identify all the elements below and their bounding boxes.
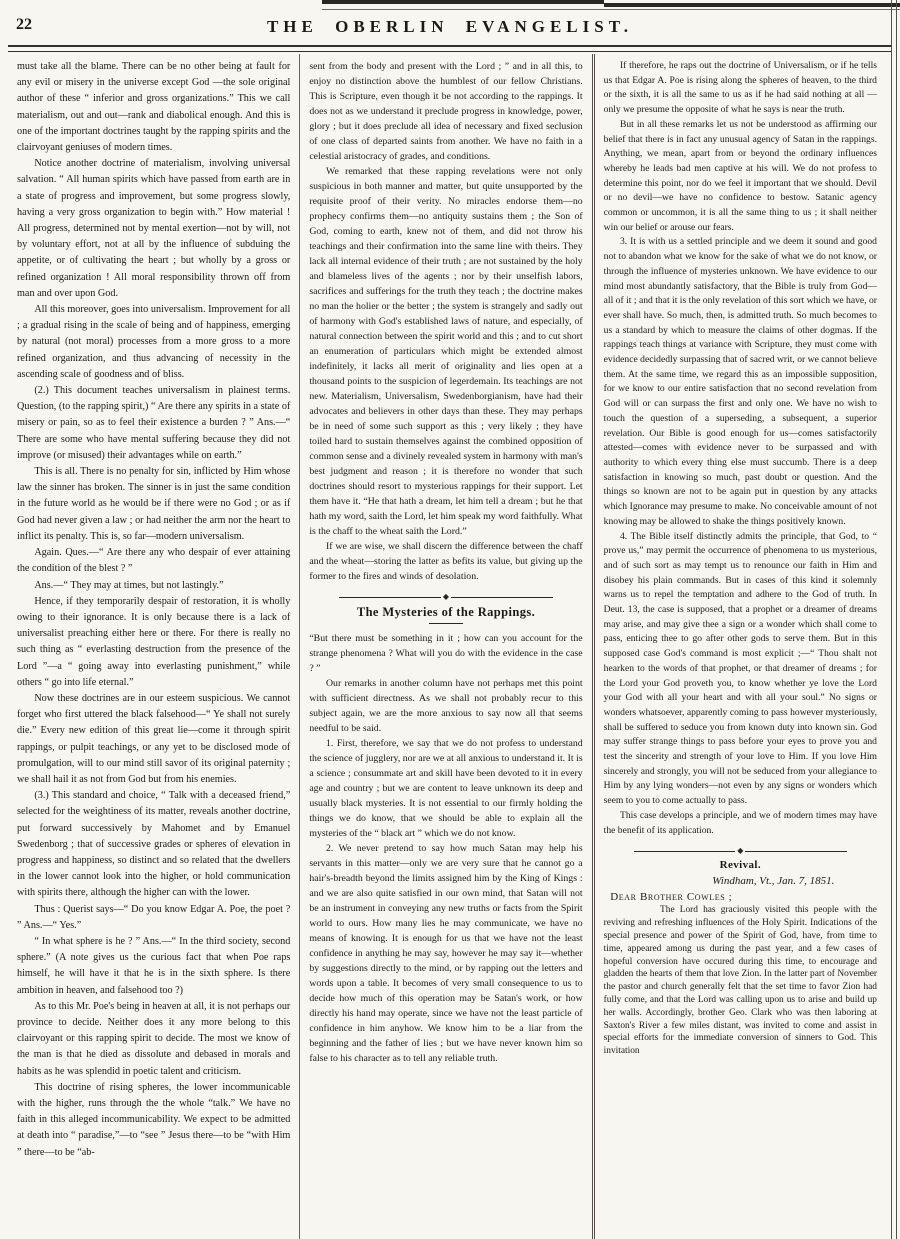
- paragraph: Again. Ques.—“ Are there any who despair of ever attaining the condition of the blest ? ”: [17, 547, 291, 575]
- page-header: [0, 0, 900, 54]
- column-1: [8, 54, 299, 1239]
- paragraph: sent from the body and present with the Lord ; ” and in all this, to enjoy no distinction above the humblest of our fellow Christians. This is Scripture, even though it be not according to the rappings. It does not as we understand it preclude progress in knowledge, power, glory ; but it does preclude all idea of necessary and fixed seclusion of one class of departed saints from another. We have no faith in a celestial aristocracy of grades, and conditions.: [309, 61, 583, 162]
- paragraph: Notice another doctrine of materialism, involving universal salvation. “ All human spirits which have passed from earth are in a state of progress and improvement, but some progress slowly, having a very gross organization to begin with.” How material ! All progress, determined not by mental exertion—not by will, not by voluntary effort, not at all by the influence of subduing the appetite, or of cultivating the heart ; but wholly by a gross or refined organization ! All moral responsibility thrown off from man and over upon God.: [17, 158, 291, 299]
- paragraph: (2.) This document teaches universalism in plainest terms. Question, (to the rapping spirit,) “ Are there any spirits in a state of misery or pain, so as to feel their existence a burden ? ” Ans.—“ There are some who have mental suffering because they did not improve (or misused) their advantages while on earth.”: [17, 385, 291, 461]
- article-heading-mysteries: The Mysteries of the Rappings.: [356, 605, 536, 619]
- letter-body: The Lord has graciously visited this people with the reviving and refreshing influences of the Holy Spirit. Indications of the special presence and power of the Spirit of God, have, from time to time, appeared among us during the past year, and a few cases of hopeful conversion have occured during this time, to encourage and gladden the hearts of them that love Zion. In the latter part of November the pastor and church generally felt that the set time to favor Zion had fully come, and that the Lord was calling upon us to arise and build up her walls. Accordingly, brother Geo. Clark who was then laboring at Saxton's River a few miles distant, was invited to come and assist in special efforts for the immediate conversion of sinners to God. This invitation: [603, 905, 877, 1057]
- paragraph: Thus : Querist says—“ Do you know Edgar A. Poe, the poet ? ” Ans.—“ Yes.”: [17, 903, 291, 931]
- paragraph: We remarked that these rapping revelations were not only suspicious in both manner and matter, but quite unsupported by the requisite proof of their verity. No miracles endorse them—no prophecy confirms them—no antiquity sustains them ; the Son of God, coming to earth, knew not of them, and did not throw his teachings and their confirmation into the same line with theirs. They lack all internal evidence of their truth ; are not sustained by the holy and blameless lives of the agents ; nor by their unselfish labors, sacrifices and sufferings for the truth they teach ; the doctrine makes no man the holier or the better ; the system is strangely and sadly out of harmony with God's established laws of nature, and especially, of natural connection between the spirit world and this ; and to cut short an enumeration of particulars which might be extended almost indefinitely, it lacks all merit of originality and lies open at a thousand points to the suspicion of legerdemain. Its teachings are not new. Materialism, Universalism, Swedenborgianism, have had their advocates and believers in other days than these. They may perhaps be in need of some such support as this ; very likely ; they have toiled hard to sustain themselves against the combined opposition of common sense and a divinely revealed system in harmony with man's best judgment and reason ; it is therefore no wonder that such doctrines should resort to mysterious rappings for their support. Let them have it. “He that hath a dream, let him tell a dream ; but he that hath my word, saith the Lord, let him speak my word faithfully. What is the chaff to the wheat saith the Lord.”: [309, 166, 583, 537]
- column-3: [592, 54, 886, 1239]
- paragraph: As to this Mr. Poe's being in heaven at all, it is not perhaps our province to decide. Neither does it any more belong to this clairvoyant or this rapping spirit to decide. The most we know of the man is that he died as dissolute and debased in morals and habits as he was splendid in poetic talent and criticism.: [17, 1000, 291, 1077]
- diamond-ornament-icon: ◆: [442, 592, 450, 601]
- paragraph: But in all these remarks let us not be understood as affirming our belief that there is in fact any unusual agency of Satan in the rappings. Anything, we mean, apart from or beyond the ordinary influences whereby he leads bad men captive at his will. We do not profess to determine this point, nor do we feel it important that we should. Devil or no devil—we have no confidence to bestow. Satanic agency common or uncommon, it is all the same thing to us ; it shall neither win our belief or arouse our fears.: [603, 118, 877, 233]
- paragraph: Now these doctrines are in our esteem suspicious. We cannot forget who first uttered the black falsehood—“ Ye shall not surely die.” Every new edition of this great lie—come it through spirit rappings, or pulpit teachings, or any yet to be disclosed mode of promulgation, will to our mind still savor of its original paternity ; we shall hail it as not from God but from his enemies.: [17, 692, 291, 785]
- divider-ornament: [339, 593, 552, 601]
- paragraph: This doctrine of rising spheres, the lower incommunicable with the higher, runs through the the whole “talk.” We have no faith in this alleged incommunicability. We expect to be admitted at death into “ paradise,”—to “see ” Jesus there—to be “with Him ” there—to be “ab-: [17, 1081, 291, 1158]
- divider-ornament: [634, 847, 847, 855]
- paragraph: All this moreover, goes into universalism. Improvement for all ; a gradual rising in the scale of being and of happiness, emerging by natural (not moral) processes from a more gross to a more refined organization, and thus advancing of necessity in the ascending scale of goodness and of bliss.: [17, 304, 291, 380]
- paragraph: Hence, if they temporarily despair of restoration, it is wholly owing to their ignorance. It is only because there is a lack of universalist preaching either here or there. For there is really no such thing as “ everlasting destruction from the presence of the Lord ”—a “ going away into everlasting punishment,” while others “ go into life eternal.”: [17, 595, 291, 688]
- paragraph: This is all. There is no penalty for sin, inflicted by Him whose law the sinner has broken. The sinner is in just the same condition in the future world as he would be if there were no God ; or as if God had never given a law ; or had neither the arm nor the heart to inflict its penalty. This is, so far—modern universalism.: [17, 466, 291, 542]
- article-heading-revival: Revival.: [719, 859, 762, 872]
- divider-line: [745, 851, 847, 852]
- dateline: Windham, Vt., Jan. 7, 1851.: [712, 874, 835, 887]
- column-layout: [8, 54, 886, 1239]
- paragraph: “But there must be something in it ; how can you account for the strange phenomena ? What will you do with the evidence in the case ? ”: [309, 633, 583, 674]
- paragraph: must take all the blame. There can be no other being at fault for any evil or misery in the universe except God —the sole original author of these “ inferior and gross organizations.” This we call materialism, out and out—rank and diabolical enough. And this is one of the important doctrines taught by the rapping spirits and the clairvoyant geniuses of modern times.: [17, 61, 291, 154]
- salutation: Dear Brother Cowles ;: [610, 890, 733, 903]
- paragraph: “ In what sphere is he ? ” Ans.—“ In the third society, second sphere.” (A note gives us the curious fact that when Poe raps himself, he will have it that he is in the sixth sphere. Is there ambition in heaven, and falsehood too ?): [17, 935, 291, 996]
- paragraph: (3.) This standard and choice, “ Talk with a deceased friend,” selected for the weightiness of its matter, reveals another doctrine, put forward successively by Mahomet and by Emanuel Swedenborg ; that of successive grades or spheres of elevation in progress and happiness, so distinct and so related that the dwellers in the lower cannot look into the higher, or hold communication with spirits there, although the higher can with the lower.: [17, 790, 291, 899]
- paragraph: 3. It is with us a settled principle and we deem it sound and good not to abandon what we know for the sake of what we do not know, or through the influence of mysteries unknown. We have evidence to our mind most abundantly satisfactory, that the Bible is truly from God—all of it ; and that it is the only revelation of this sort which we have, or ever shall have. So much, then, is admitted truth. So much becomes to us a standard by which to measure the claims of other dogmas. If the rappings teach things at variance with Scripture, they must come with evidence decidedly surpassing that of sacred writ, or we cannot believe them. At the same time, we regard this as an impossible supposition, for we know to our entire satisfaction that no second revelation from God will or can surpass the first and only one. We have no wish to touch the question of a superseding, a subsequent, a superior revelation. Our Bible is good enough for us—comes satisfactorily attested—comes with evidence never to be surpassed and with authority to which every thing else must succumb. There is a deep satisfaction in knowing so much, past doubt or question. And the things so known are not to be again put in question by any attacks which Ignorance may presume to make. No conceivable amount of not knowing may be allowed to shake the things positively known.: [603, 236, 877, 527]
- divider-line: [451, 597, 553, 598]
- heading-underline: [429, 623, 463, 624]
- divider-line: [634, 851, 736, 852]
- paragraph: 1. First, therefore, we say that we do not profess to understand the science of jugglery, nor are we at all anxious to understand it. It is a science ; consummate art and skill have been devoted to it in every age and country ; but we are content to leave unknown its deep and usually black mysteries. It is not essential to our firmly holding the things we do know, that we should be able to explain all the mysteries of the “ black art ” which we do not know.: [309, 738, 583, 839]
- masthead-title: THE OBERLIN EVANGELIST.: [266, 17, 634, 36]
- paragraph: 2. We never pretend to say how much Satan may help his servants in this matter—only we are very sure that he cannot go a hair's-breadth beyond the limits assigned him by the King of Kings : and we are also quite satisfied in our own mind, that Satan will not be an instrument in conveying any new truths or facts from the Spirit world to ours. How many lies he may communicate, we have no means of knowing. It is enough for us that we have not the least confidence in anything he may say, however he may say it—whether by suggestions directly to the mind, or by rapping out the letters and words upon a table. It becomes of very small consequence to us to decide how much of this operation may be Satan's work, or how directly his hand may operate, since we have not the least particle of confidence in him anyhow. We know him to be a liar from the beginning and the father of lies ; but we have never known him so false to his character as to tell any reliable truth.: [309, 843, 583, 1064]
- paragraph: Our remarks in another column have not perhaps met this point with sufficient directness. As we shall not probably recur to this subject again, we are the more anxious to say now all that seems needful to be said.: [309, 678, 583, 734]
- paragraph: Ans.—“ They may at times, but not lastingly.”: [34, 579, 224, 591]
- paragraph: 4. The Bible itself distinctly admits the principle, that God, to “ prove us,” may permit the occurrence of phenomena to us mysterious, and of such sort as may tempt us to renounce our faith in Him and disobey his plain commands. But in cases of this kind it solemnly warns us to repel the temptation and adhere to the God of truth. In Deut. 13, the case is supposed, that a prophet or a dreamer of dreams may arise, and may give thee a sign or a wonder which shall come to pass, enticing thee to go after other gods to serve them. But in this supposed case God's command is most explicit ;—“ Thou shalt not hearken to the words of that prophet, or that dreamer of dreams ; for the Lord your God proveth you, to know whether ye love the Lord your God with all your heart and with all your soul.” No signs or wonders whatsoever, apparently coming to pass however mysteriously, shall be suffered to seduce you from known duty into known sin. God may suffer strange things to pass before your eyes to prove you and test the sincerity and strength of your love to Him. If you love Him sincerely and strongly, you will not be seduced from your allegiance to Him by any lying wonders—not even by any signs or wonders which seem to you to come actually to pass.: [603, 530, 877, 807]
- paragraph: If therefore, he raps out the doctrine of Universalism, or if he tells us that Edgar A. Poe is rising along the spheres of heaven, to the third or the sixth, it is all the same to us as if he had said nothing at all —only we presume the opposite of what he says is near the truth.: [603, 60, 877, 116]
- right-edge-rule: [891, 0, 897, 1239]
- header-rule: [8, 45, 892, 52]
- paragraph: If we are wise, we shall discern the difference between the chaff and the wheat—storing the latter as befits its value, but giving up the former to the fires and winds of desolation.: [309, 541, 583, 582]
- page-number: 22: [16, 16, 32, 33]
- column-2: [299, 54, 591, 1239]
- divider-line: [339, 597, 441, 598]
- paragraph: This case develops a principle, and we of modern times may have the benefit of its application.: [603, 809, 877, 836]
- diamond-ornament-icon: ◆: [737, 846, 744, 856]
